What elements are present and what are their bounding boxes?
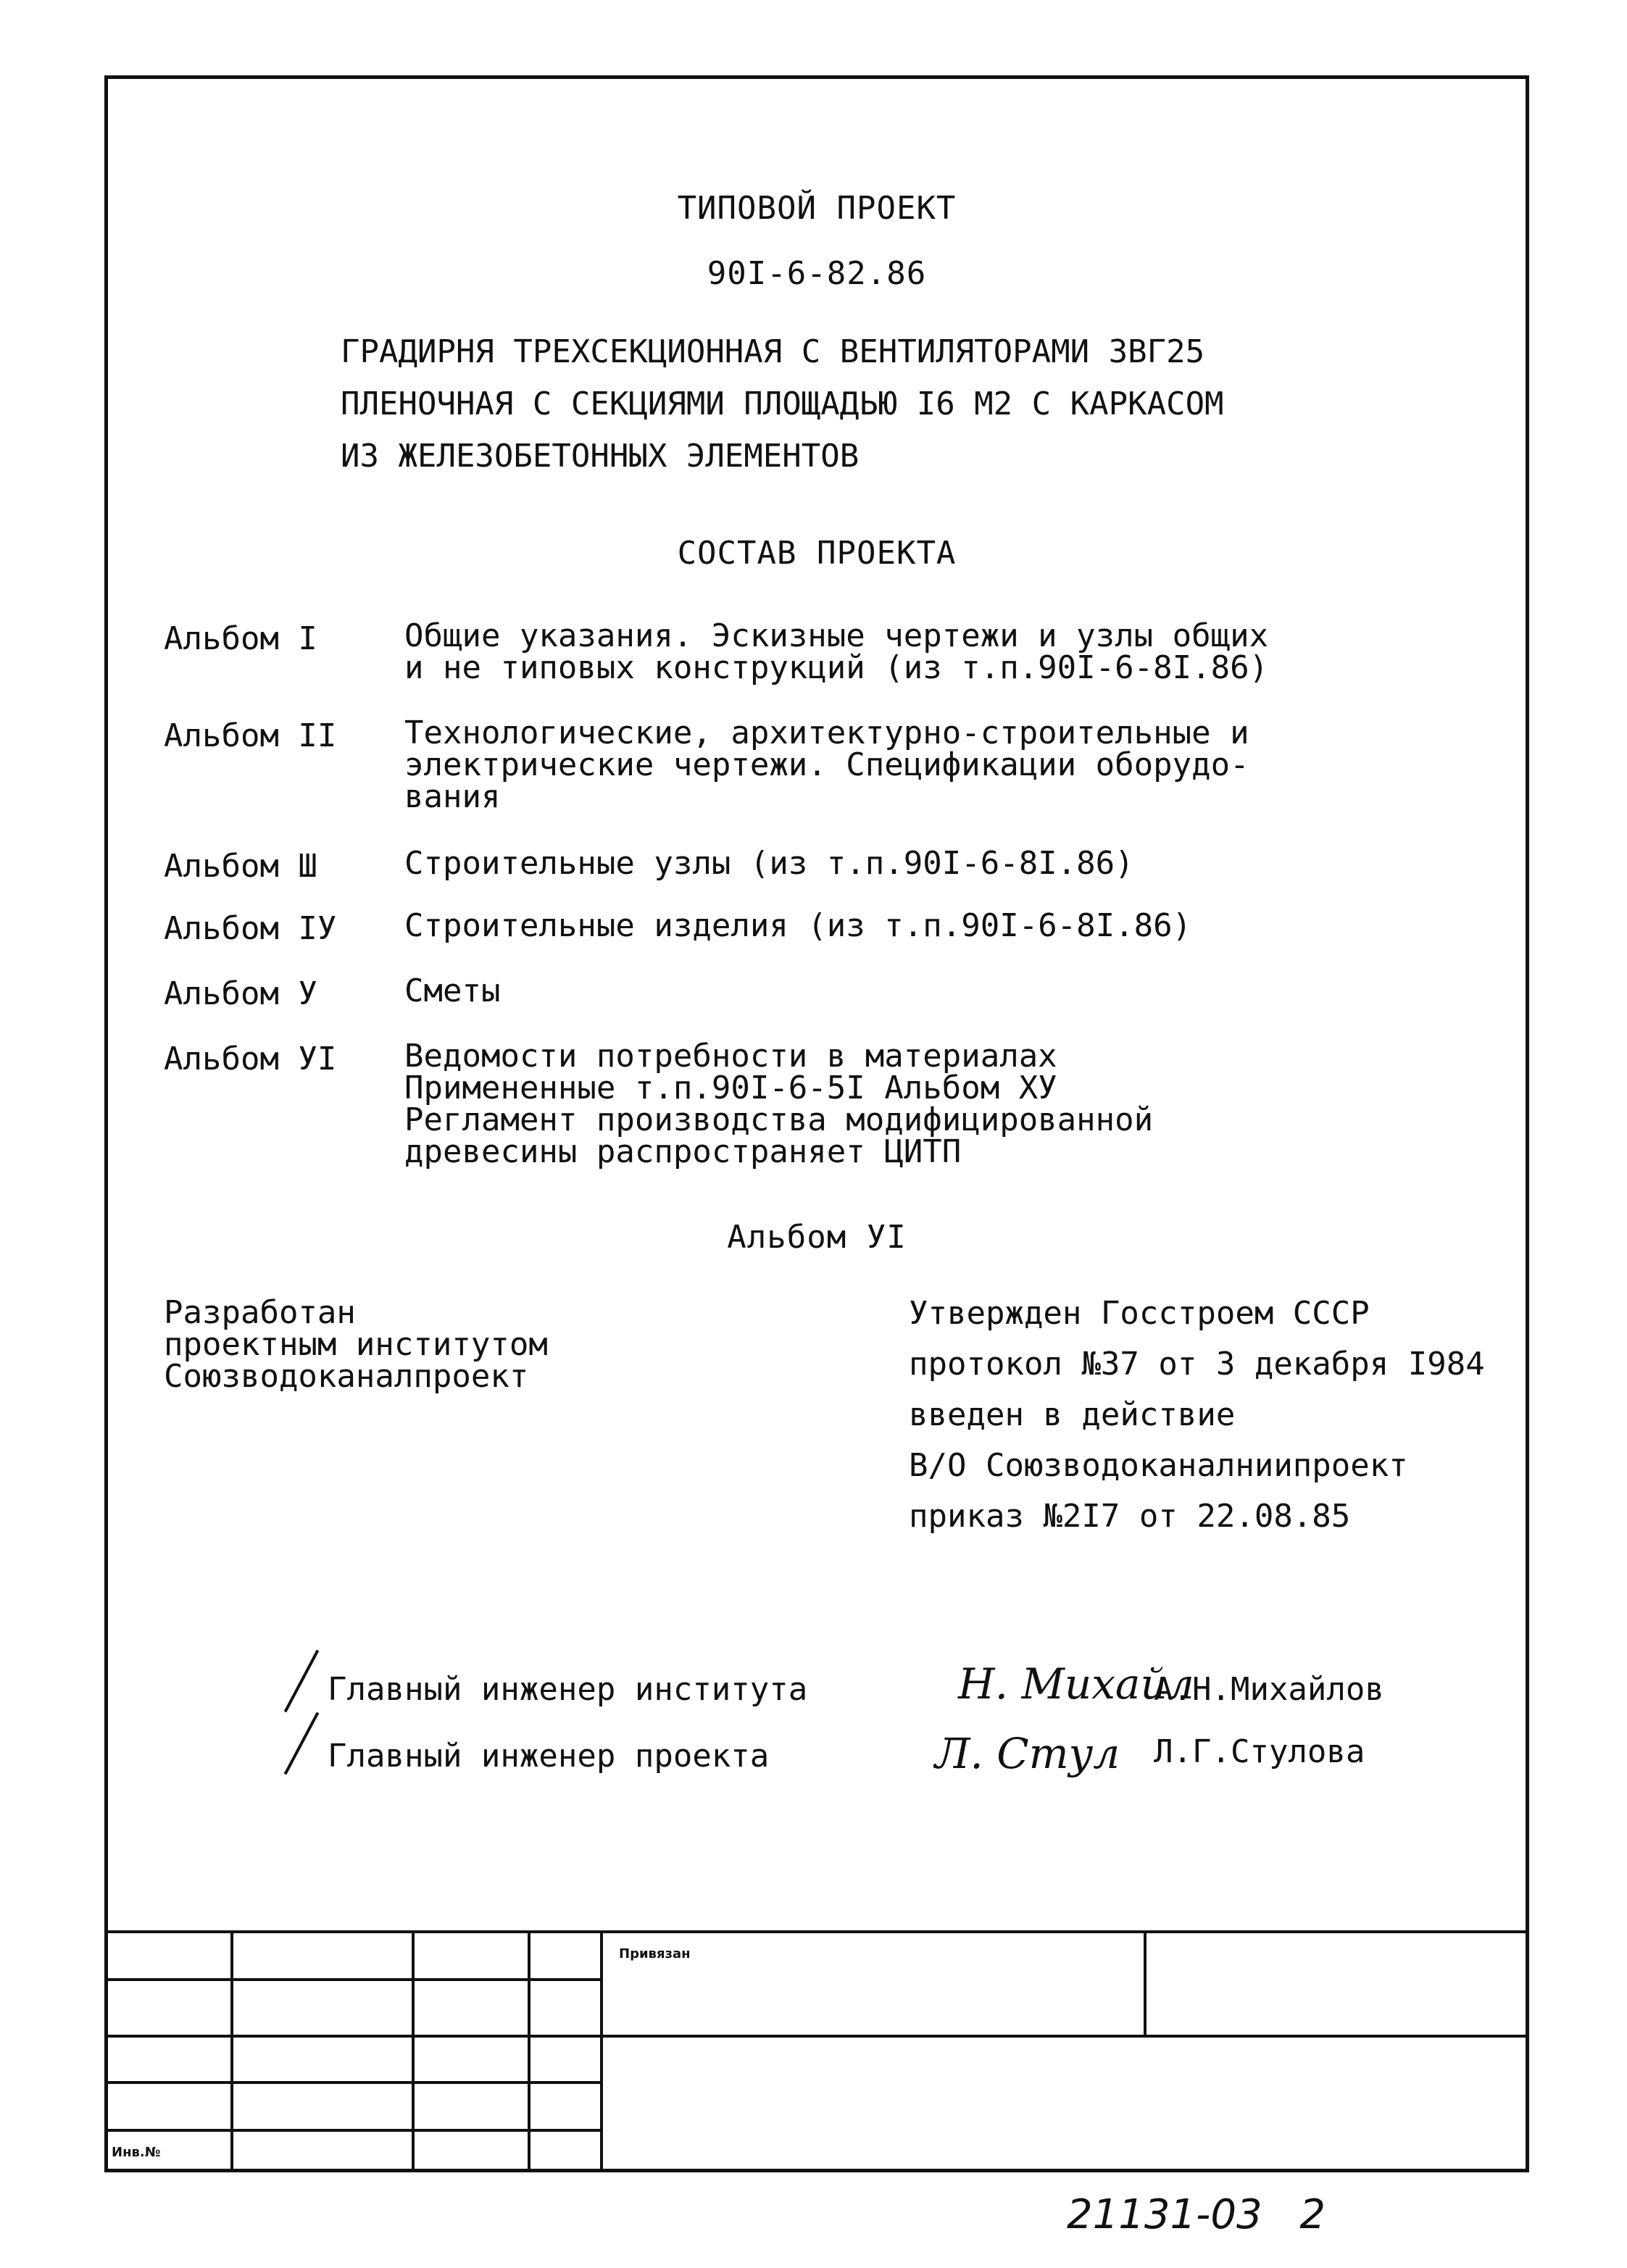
album-desc-line: Ведомости потребности в материалах (404, 1038, 1057, 1075)
album-description (404, 907, 1192, 944)
document-type-title: ТИПОВОЙ ПРОЕКТ (677, 190, 957, 227)
project-number: 90I-6-82.86 (707, 255, 927, 292)
current-album: Альбом УI (727, 1219, 907, 1256)
attached-label: Привязан (619, 1946, 691, 1961)
album-desc-line: Примененные т.п.90I-6-5I Альбом ХУ (404, 1070, 1057, 1106)
approval-block (909, 1288, 1485, 1542)
title-block-table (107, 1930, 1526, 2169)
developer-line: Разработан (164, 1294, 356, 1331)
developer-line: проектным институтом (164, 1326, 548, 1363)
approval-line: протокол №37 от 3 декабря I984 (909, 1346, 1485, 1383)
approval-line: Утвержден Госстроем СССР (909, 1295, 1370, 1332)
album-desc-line: Строительные изделия (из т.п.90I-6-8I.86) (404, 907, 1192, 944)
document-code: 21131-03 (1067, 2191, 1262, 2238)
subtitle-line: ИЗ ЖЕЛЕЗОБЕТОННЫХ ЭЛЕМЕНТОВ (341, 438, 860, 475)
album-label: Альбом Ш (164, 848, 317, 885)
album-desc-line: древесины распространяет ЦИТП (404, 1133, 962, 1170)
album-desc-line: Сметы (404, 972, 501, 1009)
album-label: Альбом IУ (164, 910, 337, 947)
handwritten-signature: Н. Михайл (958, 1659, 1194, 1709)
album-desc-line: вания (404, 778, 501, 815)
approval-line: введен в действие (909, 1396, 1236, 1433)
album-desc-line: электрические чертежи. Спецификации оборудо- (404, 746, 1249, 783)
album-label: Альбом I (164, 620, 317, 657)
album-description (404, 617, 1269, 686)
album-label: Альбом УI (164, 1041, 337, 1077)
album-desc-line: Регламент производства модифицированной (404, 1101, 1154, 1138)
developer-block (164, 1294, 548, 1395)
approval-line: приказ №2I7 от 22.08.85 (909, 1498, 1351, 1535)
subtitle-line: ПЛЕНОЧНАЯ С СЕКЦИЯМИ ПЛОЩАДЬЮ I6 М2 С КАРКАСОМ (341, 385, 1224, 422)
album-desc-line: Строительные узлы (из т.п.90I-6-8I.86) (404, 845, 1134, 882)
signature-role: Главный инженер института (328, 1671, 808, 1708)
album-description (404, 972, 501, 1009)
album-label: Альбом II (164, 717, 337, 754)
album-desc-line: Технологические, архитектурно-строительные и (404, 714, 1249, 751)
section-title: СОСТАВ ПРОЕКТА (677, 535, 957, 572)
signature-role: Главный инженер проекта (328, 1738, 770, 1775)
table-rule (1144, 1930, 1147, 2035)
table-rule (528, 1930, 530, 2169)
table-rule (230, 1930, 233, 2169)
table-rule (107, 2035, 1526, 2038)
album-description (404, 1038, 1154, 1170)
album-label: Альбом У (164, 975, 317, 1012)
handwritten-signature: Л. Стул (935, 1729, 1120, 1778)
album-description (404, 845, 1134, 882)
album-description (404, 714, 1249, 815)
album-desc-line: Общие указания. Эскизные чертежи и узлы общих (404, 617, 1269, 654)
signatory-name: Л.Г.Стулова (1154, 1733, 1365, 1770)
document-number (1067, 2191, 1326, 2238)
album-desc-line: и не типовых конструкций (из т.п.90I-6-8I.86) (404, 649, 1269, 686)
table-rule (600, 1930, 603, 2169)
subtitle-line: ГРАДИРНЯ ТРЕХСЕКЦИОННАЯ С ВЕНТИЛЯТОРАМИ 3ВГ25 (341, 333, 1205, 370)
table-rule (412, 1930, 415, 2169)
sheet-number: 2 (1299, 2191, 1326, 2238)
project-subtitle (341, 326, 1224, 483)
approval-line: В/О Союзводоканалниипроект (909, 1447, 1408, 1484)
developer-line: Союзводоканалпроект (164, 1358, 529, 1395)
table-rule (107, 1930, 1526, 1933)
inventory-label: Инв.№ (112, 2145, 161, 2160)
signatory-name: А.Н.Михайлов (1154, 1671, 1384, 1708)
